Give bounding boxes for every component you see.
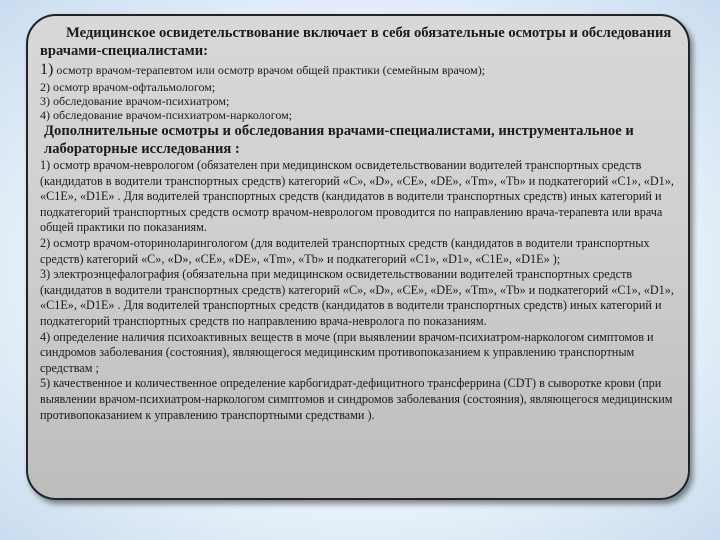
additional-item-cdt-test: 5) качественное и количественное определение карбогидрат-дефицитного трансферрина (CDT) в сыворотке крови (при выявлении врачом-психиатром-наркологом симптомов и синдромов заболевания (состояния), являющегося медицинским противопоказанием к управлению транспортными средствами ). bbox=[40, 376, 673, 422]
additional-item-eeg: 3) электроэнцефалография (обязательна при медицинском освидетельствовании водителей транспортных средств (кандидатов в водители транспортных средств) категорий «С», «D», «CE», «DE», «Tm», «Tb» и подкатегорий «C1», «D1», «C1E», «D1E» . Для водителей транспортных средств (кандидатов в водители транспортных средств) иных категорий и подкатегорий транспортных средств по направлению врача-невролога по показаниям. bbox=[40, 267, 674, 328]
content-card bbox=[26, 14, 690, 500]
item-number: 2) bbox=[40, 80, 50, 94]
additional-item-neurologist: 1) осмотр врачом-неврологом (обязателен при медицинском освидетельствовании водителей транспортных средств (кандидатов в водители транспортных средств) категорий «С», «D», «CE», «DE», «Tm», «Tb» и подкатегорий «C1», «D1», «C1E», «D1E» . Для водителей транспортных средств (кандидатов в водители транспортных средств) иных категорий и подкатегорий транспортных средств осмотр врачом-неврологом проводится по направлению врача-терапевта или врача общей практики по показаниям. bbox=[40, 158, 674, 235]
item-number: 3) bbox=[40, 94, 50, 108]
item-text: осмотр врачом-терапевтом или осмотр врачом общей практики (семейным врачом); bbox=[53, 63, 486, 77]
section-heading-mandatory: Медицинское освидетельствование включает в себя обязательные осмотры и обследования врачами-специалистами: bbox=[40, 25, 672, 59]
item-text: обследование врачом-психиатром; bbox=[50, 94, 230, 108]
list-item-narcologist bbox=[40, 108, 676, 122]
item-number: 4) bbox=[40, 108, 50, 122]
item-text: обследование врачом-психиатром-наркологом; bbox=[50, 108, 293, 122]
section-heading-additional: Дополнительные осмотры и обследования врачами-специалистами, инструментальное и лабораторные исследования : bbox=[44, 123, 634, 157]
additional-item-ent: 2) осмотр врачом-оториноларингологом (для водителей транспортных средств (кандидатов в водители транспортных средств) категорий «С», «D», «CE», «DE», «Tm», «Tb» и подкатегорий «C1», «D1», «C1E», «D1E» ); bbox=[40, 235, 650, 266]
list-item-psychiatrist bbox=[40, 94, 676, 108]
item-number: 1) bbox=[40, 61, 54, 78]
additional-item-urine-test: 4) определение наличия психоактивных веществ в моче (при выявлении врачом-психиатром-наркологом симптомов и синдромов заболевания (состояния), являющегося медицинским противопоказанием к управлению транспортным средствам ; bbox=[40, 329, 654, 375]
list-item-therapist bbox=[40, 61, 676, 80]
item-text: осмотр врачом-офтальмологом; bbox=[50, 80, 216, 94]
list-item-ophthalmologist bbox=[40, 80, 676, 94]
